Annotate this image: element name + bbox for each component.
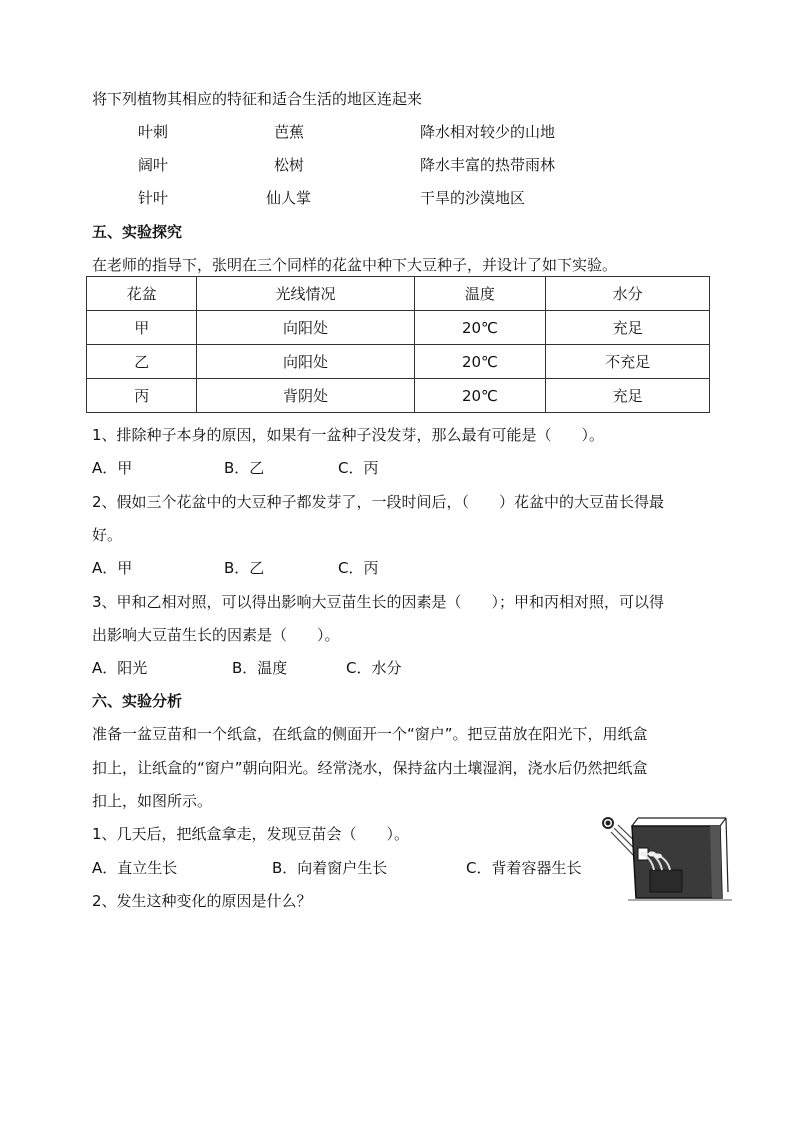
s5-q2-option-c: C．丙 bbox=[338, 559, 379, 577]
section6-intro-line2: 扣上，让纸盒的“窗户”朝向阳光。经常浇水，保持盆内土壤湿润，浇水后仍然把纸盒 bbox=[92, 759, 648, 777]
table-header-row bbox=[87, 277, 710, 311]
section6-title: 六、实验分析 bbox=[92, 692, 183, 710]
experiment-illustration bbox=[592, 812, 732, 904]
s5-question-1: 1、排除种子本身的原因，如果有一盆种子没发芽，那么最有可能是（ ）。 bbox=[92, 426, 605, 444]
section5-title: 五、实验探究 bbox=[92, 223, 183, 241]
section5-intro: 在老师的指导下，张明在三个同样的花盆中种下大豆种子，并设计了如下实验。 bbox=[92, 256, 618, 274]
match-plant-2: 松树 bbox=[274, 156, 305, 174]
table-cell: 不充足 bbox=[546, 345, 710, 379]
match-region-1: 降水相对较少的山地 bbox=[420, 123, 556, 141]
s5-q2-option-a: A．甲 bbox=[92, 559, 133, 577]
experiment-table bbox=[86, 276, 710, 413]
s6-q1-option-c: C．背着容器生长 bbox=[466, 859, 582, 877]
table-header-cell: 水分 bbox=[546, 277, 710, 311]
section6-intro-line1: 准备一盆豆苗和一个纸盒，在纸盒的侧面开一个“窗户”。把豆苗放在阳光下，用纸盒 bbox=[92, 725, 648, 743]
match-feature-3: 针叶 bbox=[138, 189, 169, 207]
match-feature-2: 阔叶 bbox=[138, 156, 169, 174]
match-plant-3: 仙人掌 bbox=[266, 189, 312, 207]
table-cell: 向阳处 bbox=[197, 311, 414, 345]
table-row bbox=[87, 345, 710, 379]
table-cell: 20℃ bbox=[414, 311, 546, 345]
table-cell: 甲 bbox=[87, 311, 197, 345]
table-row bbox=[87, 311, 710, 345]
table-row bbox=[87, 379, 710, 413]
s5-q1-option-a: A．甲 bbox=[92, 459, 133, 477]
table-cell: 乙 bbox=[87, 345, 197, 379]
s5-question-2-line1: 2、假如三个花盆中的大豆种子都发芽了，一段时间后，（ ）花盆中的大豆苗长得最 bbox=[92, 493, 665, 511]
s5-question-2-line2: 好。 bbox=[92, 526, 123, 544]
table-cell: 20℃ bbox=[414, 345, 546, 379]
s6-question-1: 1、几天后，把纸盒拿走，发现豆苗会（ ）。 bbox=[92, 825, 410, 843]
table-cell: 丙 bbox=[87, 379, 197, 413]
s6-question-2: 2、发生这种变化的原因是什么？ bbox=[92, 892, 312, 910]
s5-q1-option-b: B．乙 bbox=[224, 459, 265, 477]
table-cell: 充足 bbox=[546, 311, 710, 345]
match-feature-1: 叶刺 bbox=[138, 123, 169, 141]
sun-icon bbox=[603, 818, 613, 828]
s5-q3-option-a: A．阳光 bbox=[92, 659, 148, 677]
table-cell: 背阴处 bbox=[197, 379, 414, 413]
s5-question-3-line2: 出影响大豆苗生长的因素是（ ）。 bbox=[92, 626, 340, 644]
table-cell: 20℃ bbox=[414, 379, 546, 413]
match-region-3: 干旱的沙漠地区 bbox=[420, 189, 526, 207]
table-header-cell: 光线情况 bbox=[197, 277, 414, 311]
match-region-2: 降水丰富的热带雨林 bbox=[420, 156, 556, 174]
table-header-cell: 温度 bbox=[414, 277, 546, 311]
s5-q1-option-c: C．丙 bbox=[338, 459, 379, 477]
s5-q3-option-b: B．温度 bbox=[232, 659, 288, 677]
matching-instruction: 将下列植物其相应的特征和适合生活的地区连起来 bbox=[92, 90, 423, 108]
match-plant-1: 芭蕉 bbox=[274, 123, 305, 141]
s5-question-3-line1: 3、甲和乙相对照，可以得出影响大豆苗生长的因素是（ ）；甲和丙相对照，可以得 bbox=[92, 593, 665, 611]
s5-q2-option-b: B．乙 bbox=[224, 559, 265, 577]
table-header-cell: 花盆 bbox=[87, 277, 197, 311]
s5-q3-option-c: C．水分 bbox=[346, 659, 402, 677]
s6-q1-option-a: A．直立生长 bbox=[92, 859, 178, 877]
table-cell: 充足 bbox=[546, 379, 710, 413]
section6-intro-line3: 扣上，如图所示。 bbox=[92, 792, 213, 810]
table-cell: 向阳处 bbox=[197, 345, 414, 379]
s6-q1-option-b: B．向着窗户生长 bbox=[272, 859, 388, 877]
